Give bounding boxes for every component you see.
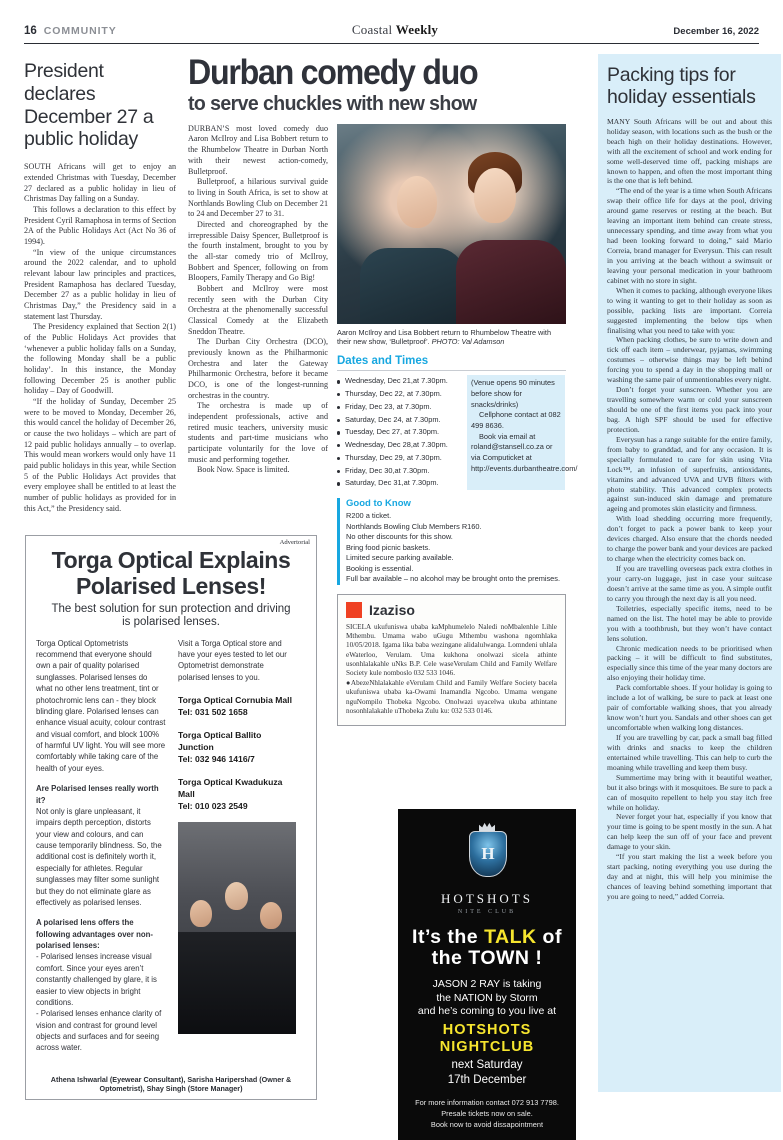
good-to-know-inner [340, 498, 566, 585]
izaziso-notice-box [337, 594, 566, 727]
store-listing [178, 694, 296, 718]
issue-date: December 16, 2022 [673, 26, 759, 37]
section-name: COMMUNITY [43, 25, 117, 37]
main-story-subheadline: to serve chuckles with new show [188, 92, 477, 116]
advertorial-headline-line2: Polarised Lenses! [75, 572, 267, 599]
advertorial-left-text [36, 638, 166, 1054]
paragraph: - Polarised lenses enhance clarity of vision and contrast for ground level objects and surfaces and for seeing across water. [36, 1009, 162, 1053]
right-column [598, 54, 781, 1092]
photo-lower-area [178, 932, 296, 1034]
crown-icon [479, 822, 495, 831]
paragraph: SICELA ukufuniswa ubaba kaMphumelelo Naledi noMbalenhle Lihle Mthembu. Umama wabo uGugu Mthembu washona ngomhlaka 10/05/2018. Igama lika baba wezingane alidalulwanga. Lomndeni uhlala eWaterloo, Verulam. Uma kukhona onolwazi sicela athinte usonhlalakahle uNks B.P. Cele waseVerulam Child and Family Welfare Society kule nomboslo 032 533 1046. [346, 622, 557, 678]
orange-square-icon [346, 602, 362, 618]
store-tel: Tel: 032 946 1416/7 [178, 754, 255, 765]
paragraph: Don’t forget your sunscreen. Whether you are travelling somewhere warm or cold your sunscreen should be one of the first items you pack into your bag. A high SPF should be used for effective protection. [607, 385, 772, 434]
store-name: Torga Optical Ballito Junction [178, 730, 262, 753]
tagline-part-2: TALK [484, 926, 537, 948]
body-line-2: the NATION by Storm [436, 991, 538, 1004]
izaziso-body [346, 623, 557, 717]
photo-face-1 [190, 900, 212, 927]
hotshots-advertisement [398, 809, 576, 1140]
masthead-left [24, 25, 117, 37]
tagline-part-1: It’s the [412, 926, 485, 948]
tagline-line-2: the TOWN ! [431, 947, 543, 970]
fineprint-line-2: Presale tickets now on sale. [441, 1108, 533, 1118]
paragraph: Pack comfortable shoes. If your holiday is going to include a lot of walking, be sure to pack at least one pair of comfortable walking shoes, that you already know won’t hurt you. Sandals and other shoes can get uncomfortable when walking long distances. [607, 683, 772, 733]
list-item: R200 a ticket. [346, 511, 392, 521]
torga-advertorial [25, 535, 317, 1100]
paragraph: Toiletries, especially specific items, need to be named on the list. The hotel may be able to provide you with a toothbrush, but they won’t have contact lens solution. [607, 603, 772, 643]
hotshots-body [406, 978, 568, 1019]
advertorial-staff-photo [178, 822, 296, 1034]
paragraph: Chronic medication needs to be prioritised when packing – it will be difficult to find substitutes, especially since this time of the year many doctors are also enjoying their holiday time. [607, 643, 772, 683]
store-name: Torga Optical Cornubia Mall [178, 695, 292, 706]
paragraph: ●AbezeNhlalakahle eVerulam Child and Family Welfare Society bacela ukufuniswa ubaba ka-Owami Inamandla Ngcobo. Umama wengane nguNompilo Thobeka Ngcobo. Onolwazi uyacelwa ukuba athintane nosonhlalakahle uThobeka Zulu ku: 032 533 0146. [346, 678, 557, 715]
paragraph: MANY South Africans will be out and about this holiday season, with locations such as the bush or the beach high on their holiday destinations. However, with all the excitement of school and work ending for some well-deserved time off, packing mishaps are known to happen, and often the most important thing is the one that is left behind. [607, 116, 772, 186]
body-line-3: and he’s coming to you live at [417, 1005, 557, 1018]
advertorial-left-col [36, 638, 166, 1063]
paragraph: The Durban City Orchestra (DCO), previously known as the Philharmonic Orchestra and later the Gateway Philharmonic Orchestra, before it became DCO, is one of the longest-running orchestras in the country. [188, 337, 328, 400]
store-tel: Tel: 010 023 2549 [178, 801, 248, 812]
list-item: Wednesday, Dec 21,at 7.30pm. [337, 375, 461, 388]
list-item: Bring food picnic baskets. [346, 542, 431, 552]
advertorial-right-col [178, 638, 296, 1063]
good-to-know-heading: Good to Know [346, 498, 411, 510]
left-story-headline: President declares December 27 a public holiday [24, 60, 154, 151]
event-date: 17th December [447, 1073, 527, 1086]
subheading: Are Polarised lenses really worth it? [36, 784, 159, 805]
cellphone-contact: Cellphone contact at 082 499 8636. [471, 410, 561, 431]
good-to-know-block [337, 498, 566, 585]
photo-face-2 [225, 882, 248, 910]
venue-line-2: NIGHTCLUB [439, 1038, 535, 1055]
list-item: Booking is essential. [346, 563, 414, 573]
store-tel: Tel: 031 502 1658 [178, 707, 248, 718]
fineprint-line-1: For more information contact 072 913 7798. [415, 1097, 559, 1107]
list-item: Thursday, Dec 22, at 7.30pm. [337, 388, 461, 401]
paragraph: Directed and choreographed by the irrepressible Daisy Spencer, Bulletproof is the fourth instalment, brought to you by the all-star comedy trio of McIlroy, Bobbert and Spencer, following on from Bloopers, Family Therapy and Go Big! [188, 219, 328, 283]
paragraph: If you are travelling by car, pack a small bag filled with drinks and snacks to keep the children entertained while travelling. This can help to curb the moaning while travelling and keep them busy. [607, 732, 772, 772]
list-item: No other discounts for this show. [346, 532, 453, 542]
advertorial-subheadline: The best solution for sun protection and driving is polarised lenses. [51, 602, 291, 629]
main-story-photo [337, 124, 566, 324]
paragraph: SOUTH Africans will get to enjoy an extended Christmas with Tuesday, December 27 declared as a public holiday in lieu of Christmas Day falling on a Sunday. [24, 162, 176, 204]
hotshots-logo [460, 821, 514, 887]
paragraph: Book Now. Space is limited. [197, 465, 290, 475]
publication-name-light: Coastal [351, 22, 396, 37]
advertorial-right-text [178, 638, 296, 684]
photo-figure-right [456, 240, 566, 324]
list-item: Saturday, Dec 31,at 7.30pm. [337, 477, 461, 490]
hotshots-wordmark: HOTSHOTS [441, 891, 533, 906]
right-story-body [607, 117, 772, 902]
booking-note-panel [467, 375, 578, 490]
advertorial-headline-line1: Torga Optical Explains [51, 547, 291, 573]
paragraph: When packing clothes, be sure to write down and tick off each item – underwear, pyjamas, swimming costumes – otherwise things may be left behind forcing you to spend a day in the shopping mall or washing the same pair of unmentionables every night. [607, 335, 772, 385]
store-listing [178, 776, 296, 812]
main-story-body [188, 124, 328, 476]
paragraph: DURBAN’S most loved comedy duo Aaron McIlroy and Lisa Bobbert return to the Rhumbelow Theatre in Durban North with their newest action-comedy, Bulletproof. [188, 123, 328, 176]
list-item: Friday, Dec 23, at 7.30pm. [337, 401, 461, 414]
shield-icon [469, 831, 507, 877]
list-item: Tuesday, Dec 27, at 7.30pm. [337, 426, 461, 439]
list-item: Limited secure parking available. [346, 553, 454, 563]
photo-face-right [474, 168, 516, 223]
hotshots-tagline [406, 927, 568, 969]
list-item: Friday, Dec 30,at 7.30pm. [337, 465, 461, 478]
hotshots-event-date [406, 1058, 568, 1088]
paragraph: Never forget your hat, especially if you know that your time is going to be spent mostly in the sun. A hat can help keep the sun off of your face and prevent damage to your skin. [607, 812, 772, 852]
event-day: next Saturday [451, 1058, 523, 1071]
advertorial-photo-caption: Athena Ishwarlal (Eyewear Consultant), Sarisha Haripershad (Owner & Optometrist), Shay Singh (Store Manager) [50, 1074, 292, 1094]
list-item: Northlands Bowling Club Members R160. [346, 521, 482, 531]
paragraph: “If the holiday of Sunday, December 25 were to be moved to Monday, December 26, this would cancel the holiday of December 26, or cause the two holidays – which are part of 12 paid public holidays annually – to overlap. This would mean workers would only have 11 paid public holidays in this year, while Section 5 of the Public Holidays Act provides that every employee shall be entitled to at least the number of public holidays as provided for in this Act,” the Presidency said. [24, 397, 176, 513]
right-story-headline: Packing tips for holiday essentials [607, 64, 756, 109]
logo-letter: H [481, 844, 495, 863]
paragraph: If you are travelling overseas pack extra clothes in your carry-on luggage, just in case your suitcase doesn’t arrive at the same time as you. A simple outfit to carry you through the next day is all you need. [607, 564, 772, 603]
paragraph: Bobbert and McIlroy were most recently seen with the Durban City Orchestra at the phenomenally successful Classical Comedy at the Elizabeth Sneddon Theatre. [188, 283, 328, 336]
good-to-know-list [346, 511, 566, 585]
photo-caption-text: Aaron McIlroy and Lisa Bobbert return to Rhumbelow Theatre with their new show, ‘Bulletproof’. [337, 327, 552, 347]
left-story-body [24, 162, 176, 514]
paragraph: Bulletproof, a hilarious survival guide to living in South Africa, is set to show at Northlands Bowling Club on December 21 to 24 and December 27 to 31. [188, 177, 328, 219]
body-line-1: JASON 2 RAY is taking [432, 978, 542, 991]
paragraph: “In view of the unique circumstances around the 2022 calendar, and to uphold relevant labour law principles and practices, President Ramaphosa has declared Tuesday, December 27 as a public holiday in lieu of Christmas Day,” the Presidency said in a statement last Thursday. [24, 247, 176, 321]
showtimes-list [337, 375, 461, 490]
photo-face-3 [260, 902, 282, 929]
page-masthead [24, 0, 759, 44]
paragraph: The Presidency explained that Section 2(1) of the Public Holidays Act provides that ‘whenever a public holiday falls on a Sunday, the following Monday shall be a public holiday’. In this instance, the Monday following December 25 is another public holiday – Day of Goodwill. [24, 322, 176, 396]
photo-credit: PHOTO: Val Adamson [431, 337, 505, 347]
izaziso-header [346, 602, 557, 618]
paragraph: This follows a declaration to this effect by President Cyril Ramaphosa in terms of Section 2A of the Public Holidays Act (Act No 36 of 1994). [24, 204, 176, 246]
venue-line-1: HOTSHOTS [442, 1022, 532, 1039]
hotshots-subwordmark: NITE CLUB [457, 909, 517, 915]
paragraph: When it comes to packing, although everyone likes to wing it wanting to get to their holiday as soon as possible, packing lists are important. Correia suggested implementing the below tips when finalising what you need to take with you: [607, 285, 772, 335]
photo-figure-left [360, 248, 465, 324]
publication-title [352, 22, 438, 38]
paragraph: Not only is glare unpleasant, it impairs depth perception, distorts your view and colours, and can cause temporarily blindness. So, the additional cost is definitely worth it, especially for athletes. Regular sunglasses may filter some sunlight but they do not eliminate glare as effectively as polarised lenses. [36, 806, 162, 907]
paragraph: “If you start making the list a week before you start packing, noting everything you use during the day and at night, this will help you minimise the chances of leaving behind something important that you are going to need,” added Correia. [607, 852, 772, 901]
hotshots-fineprint [406, 1097, 568, 1130]
paragraph: With load shedding occurring more frequently, don’t forget to pack a power bank to keep your devices charged. Also ensure that the chords needed to charge the power bank and your devices are packed to charge when the electricity comes back on. [607, 514, 772, 564]
booking-contact: Book via email at roland@stansell.co.za or via Computicket at http://events.durbantheatre.com/ [471, 431, 578, 473]
paragraph: Visit a Torga Optical store and have your eyes tested to let our Optometrist demonstrate polarised lenses to you. [178, 638, 287, 682]
list-item: Wednesday, Dec 28,at 7.30pm. [337, 439, 461, 452]
main-story-media-column [337, 124, 578, 726]
subheading: A polarised lens offers the following advantages over non-polarised lenses: [36, 918, 153, 950]
advertorial-headline [26, 536, 316, 600]
izaziso-title: Izaziso [369, 601, 415, 618]
tagline-part-3: of [536, 926, 562, 948]
packing-tips-panel [598, 54, 781, 1092]
photo-face-left [397, 176, 437, 228]
store-name: Torga Optical Kwadukuza Mall [178, 777, 283, 800]
hotshots-venue-name [406, 1022, 568, 1056]
dates-and-times-heading: Dates and Times [337, 355, 429, 368]
paragraph: Everysun has a range suitable for the entire family, from baby to granddad, and for any occasion. It is specially formulated to care for skin using Vita Lock™, an infusion of superfruits, antioxidants, vitamins and advanced UVA and UVB filters with photo stability. This advanced complex protects against sun-induced skin damage and premature ageing and promotes skin elasticity and firmness. [607, 434, 772, 514]
paragraph: Summertime may bring with it beautiful weather, but it also brings with it mosquitoes. Be sure to pack a can of mosquito repellent to help you stay itch free while on holiday. [607, 772, 772, 812]
photo-caption [337, 328, 566, 347]
advertorial-tag: Advertorial [279, 539, 310, 546]
list-item: Saturday, Dec 24, at 7.30pm. [337, 414, 461, 427]
paragraph: The orchestra is made up of independent professionals, active and retired music teachers, university music students and part-time musicians who participate voluntarily for the love of music and performing together. [188, 401, 328, 464]
dates-and-times-grid [337, 375, 578, 490]
list-item: Thursday, Dec 29, at 7.30pm. [337, 452, 461, 465]
paragraph: “The end of the year is a time when South Africans swap their office life for days at the pool, driving around game reserves or resting at the beach. But leaving an important item behind can create stress, unnecessary spending, and time away from what you had been looking forward to doing,” said Mario Correia, brand manager for Everysun. This can result in you arriving at the beach without a swimsuit or leaving your personal medication in your bathroom cabinet with no store in sight. [607, 186, 772, 285]
advertorial-columns [26, 638, 316, 1071]
page-number: 16 [24, 25, 37, 37]
store-listing [178, 729, 296, 765]
paragraph: Torga Optical Optometrists recommend that everyone should own a pair of quality polarised sunglasses. Polarised lenses do what no other lens treatment, tint or photochromic lens can - they block blinding glare. Polarised lenses can enhance visual acuity, colour contrast and visual comfort, and block 100% of harmful UV light. You will see more comfortably while taking care of the health of your eyes. [36, 638, 166, 773]
main-story-headline: Durban comedy duo [188, 53, 478, 92]
list-item: Full bar available – no alcohol may be brought onto the premises. [346, 574, 561, 584]
publication-name-bold: Weekly [395, 22, 439, 37]
paragraph: - Polarised lenses increase visual comfort. Since your eyes aren’t constantly challenged by glare, it is easier to view objects in bright conditions. [36, 952, 157, 1007]
divider [337, 370, 566, 371]
fineprint-line-3: Book now to avoid dissapointment [430, 1119, 544, 1129]
venue-note: (Venue opens 90 minutes before show for snacks/drinks) [471, 378, 555, 409]
